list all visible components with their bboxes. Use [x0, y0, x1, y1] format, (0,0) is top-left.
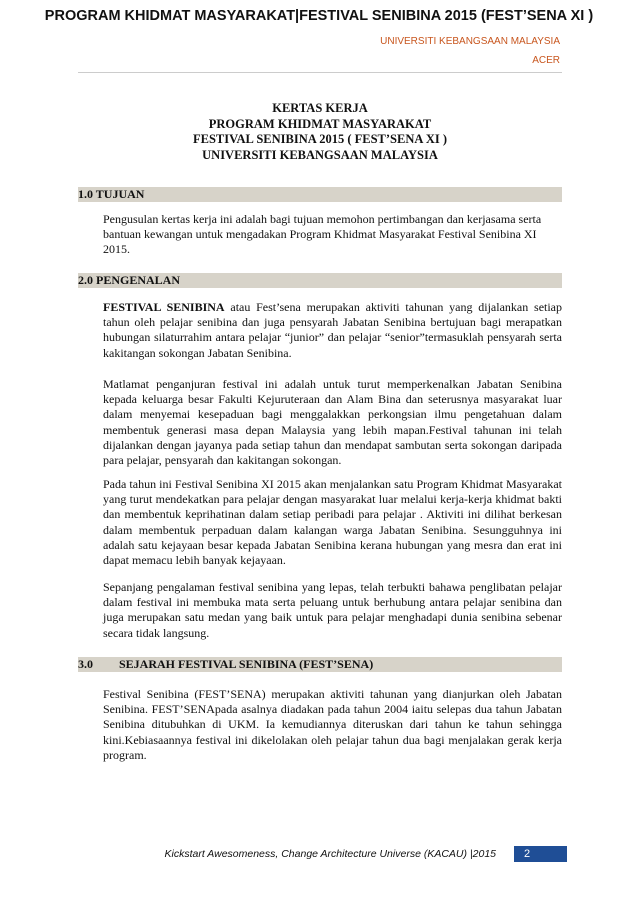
cover-title-block [78, 101, 562, 163]
section-title: SEJARAH FESTIVAL SENIBINA (FEST’SENA) [119, 657, 374, 671]
cover-line-2: PROGRAM KHIDMAT MASYARAKAT [208, 116, 432, 131]
header-org: ACER [532, 55, 560, 66]
pengenalan-paragraph-2: Matlamat penganjuran festival ini adalah untuk turut memperkenalkan Jabatan Senibina kepada keluarga besar Fakulti Kejuruteraan dan Alam Bina dan seterusnya masyarakat luar dalam menyemai kesepaduan bagi menggalakkan perkongsian ilmu pengetahuan dalam membentuk generasi masa depan Malaysia yang lebih mapan.Festival tahunan ini telah dijalankan dengan jayanya pada setiap tahun dan mendapat sambutan serta sokongan daripada para pelajar, pensyarah dan kakitangan sokongan. [103, 377, 562, 468]
pengenalan-paragraph-1 [103, 300, 562, 361]
pengenalan-paragraph-4: Sepanjang pengalaman festival senibina yang lepas, telah terbukti bahawa penglibatan pelajar dalam festival ini membuka mata serta peluang untuk berhubung antara pelajar senibina dan juga merupakan satu medan yang baik untuk para pelajar menghadapi dunia senibina sebenar secara tidak langsung. [103, 580, 562, 640]
sejarah-paragraph: Festival Senibina (FEST’SENA) merupakan aktiviti tahunan yang dianjurkan oleh Jabatan Senibina. FEST’SENApada asalnya diadakan pada tahun 2004 iaitu selepas dua tahun Jabatan Senibina ditubuhkan di UKM. Ia kemudiannya diteruskan dari tahun ke tahun sehingga kini.Kebiasaannya festival ini dikelolakan oleh pelajar tahun dua bagi menjalakan gerak kerja program. [103, 687, 562, 762]
section-heading-pengenalan: 2.0 PENGENALAN [78, 273, 562, 288]
page-number-badge: 2 [514, 846, 567, 862]
header-divider [78, 72, 562, 73]
section-heading-tujuan: 1.0 TUJUAN [78, 187, 562, 202]
section-heading-sejarah [78, 657, 562, 672]
pengenalan-paragraph-1-text: atau Fest’sena merupakan aktiviti tahunan yang dijalankan setiap tahun oleh pelajar senibina dan juga pensyarah Jabatan Senibina bertujuan bagi merapatkan hubungan silaturrahim antara pelajar “junior” dan pelajar “senior”termasuklah pensyarah serta kakitangan sokongan Jabatan Senibina. [103, 300, 563, 360]
header-title: PROGRAM KHIDMAT MASYARAKAT|FESTIVAL SENIBINA 2015 (FEST’SENA XI ) [44, 8, 594, 24]
tujuan-paragraph: Pengusulan kertas kerja ini adalah bagi tujuan memohon pertimbangan dan kerjasama serta bantuan kewangan untuk mengadakan Program Khidmat Masyarakat Festival Senibina XI 2015. [103, 212, 542, 257]
section-number: 3.0 [78, 657, 93, 671]
footer-text: Kickstart Awesomeness, Change Architecture Universe (KACAU) |2015 [164, 848, 496, 860]
cover-line-1: KERTAS KERJA [272, 101, 368, 115]
cover-line-3: FESTIVAL SENIBINA 2015 ( FEST’SENA XI ) [192, 132, 447, 146]
header-university: UNIVERSITI KEBANGSAAN MALAYSIA [380, 36, 560, 47]
pengenalan-paragraph-3: Pada tahun ini Festival Senibina XI 2015 akan menjalankan satu Program Khidmat Masyarakat yang turut mendekatkan para pelajar dengan masyarakat luar melalui kerja-kerja khidmat bakti dan membentuk keprihatinan dalam setiap peribadi para pelajar . Aktiviti ini dilihat berkesan dalam membentuk perpaduan dalam kalangan warga Jabatan Senibina. Sesungguhnya ini adalah satu kejayaan besar kepada Jabatan Senibina kerana hubungan yang mesra dan erat ini dapat memacu lebih banyak kejayaan. [103, 477, 562, 568]
cover-line-4: UNIVERSITI KEBANGSAAN MALAYSIA [202, 147, 438, 162]
festival-senibina-bold: FESTIVAL SENIBINA [103, 300, 225, 314]
